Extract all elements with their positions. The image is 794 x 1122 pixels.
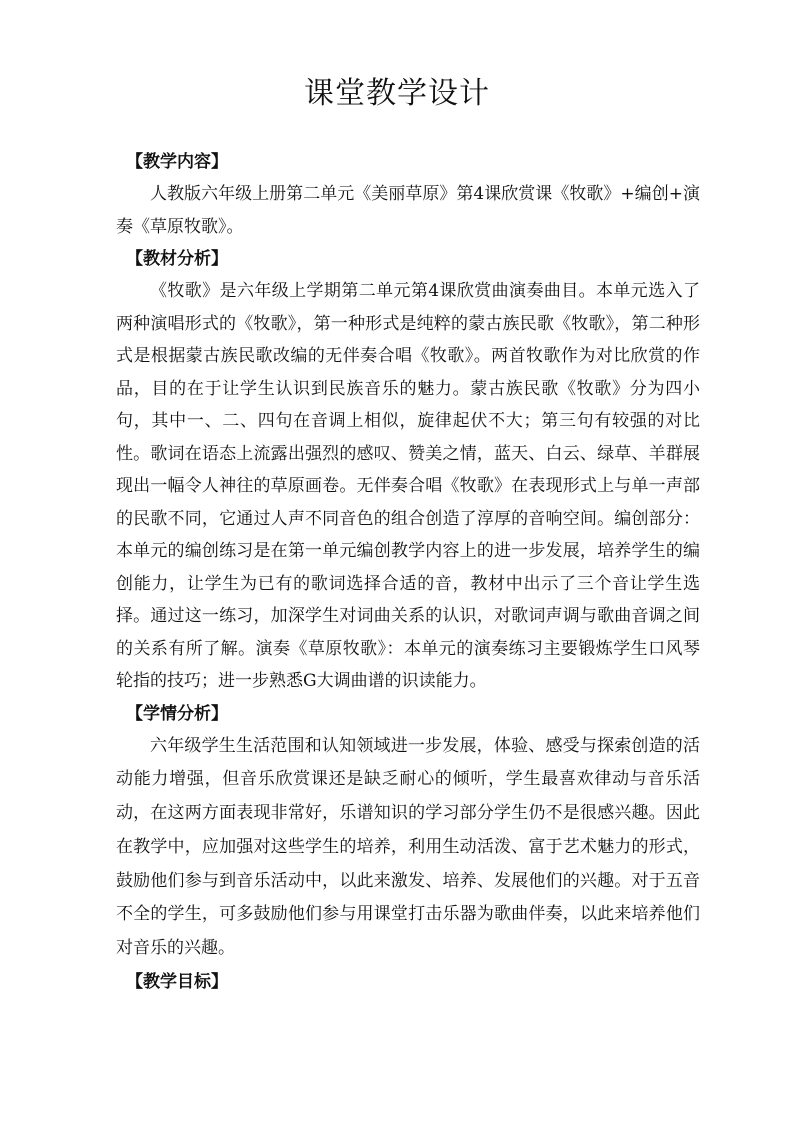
section-textbook-analysis [116,243,700,698]
section-paragraph: 人教版六年级上册第二单元《美丽草原》第4课欣赏课《牧歌》+编创+演奏《草原牧歌》。 [116,184,700,237]
section-heading: 【教学目标】 [126,972,228,993]
page-title: 课堂教学设计 [304,76,490,111]
section-heading: 【教材分析】 [126,249,228,269]
section-teaching-content [116,146,700,243]
document-body [116,146,700,998]
section-heading: 【教学内容】 [126,152,228,172]
section-heading: 【学情分析】 [126,703,228,724]
section-teaching-objectives [116,966,700,998]
section-paragraph: 六年级学生生活范围和认知领域进一步发展，体验、感受与探索创造的活动能力增强，但音乐欣赏课还是缺乏耐心的倾听，学生最喜欢律动与音乐活动，在这两方面表现非常好，乐谱知识的学习部分学生仍不是很感兴趣。因此在教学中，应加强对这些学生的培养，利用生动活泼、富于艺术魅力的形式，鼓励他们参与到音乐活动中，以此来激发、培养、发展他们的兴趣。对于五音不全的学生，可多鼓励他们参与用课堂打击乐器为歌曲伴奏，以此来培养他们对音乐的兴趣。 [116,735,700,959]
section-student-analysis [116,698,700,967]
section-paragraph: 《牧歌》是六年级上学期第二单元第4课欣赏曲演奏曲目。本单元选入了两种演唱形式的《牧歌》，第一种形式是纯粹的蒙古族民歌《牧歌》，第二种形式是根据蒙古族民歌改编的无伴奏合唱《牧歌》。两首牧歌作为对比欣赏的作品，目的在于让学生认识到民族音乐的魅力。蒙古族民歌《牧歌》分为四小句，其中一、二、四句在音调上相似，旋律起伏不大；第三句有较强的对比性。歌词在语态上流露出强烈的感叹、赞美之情，蓝天、白云、绿草、羊群展现出一幅令人神往的草原画卷。无伴奏合唱《牧歌》在表现形式上与单一声部的民歌不同，它通过人声不同音色的组合创造了淳厚的音响空间。编创部分：本单元的编创练习是在第一单元编创教学内容上的进一步发展，培养学生的编创能力，让学生为已有的歌词选择合适的音，教材中出示了三个音让学生选择。通过这一练习，加深学生对词曲关系的认识，对歌词声调与歌曲音调之间的关系有所了解。演奏《草原牧歌》：本单元的演奏练习主要锻炼学生口风琴轮指的技巧；进一步熟悉G大调曲谱的识读能力。 [116,281,700,691]
